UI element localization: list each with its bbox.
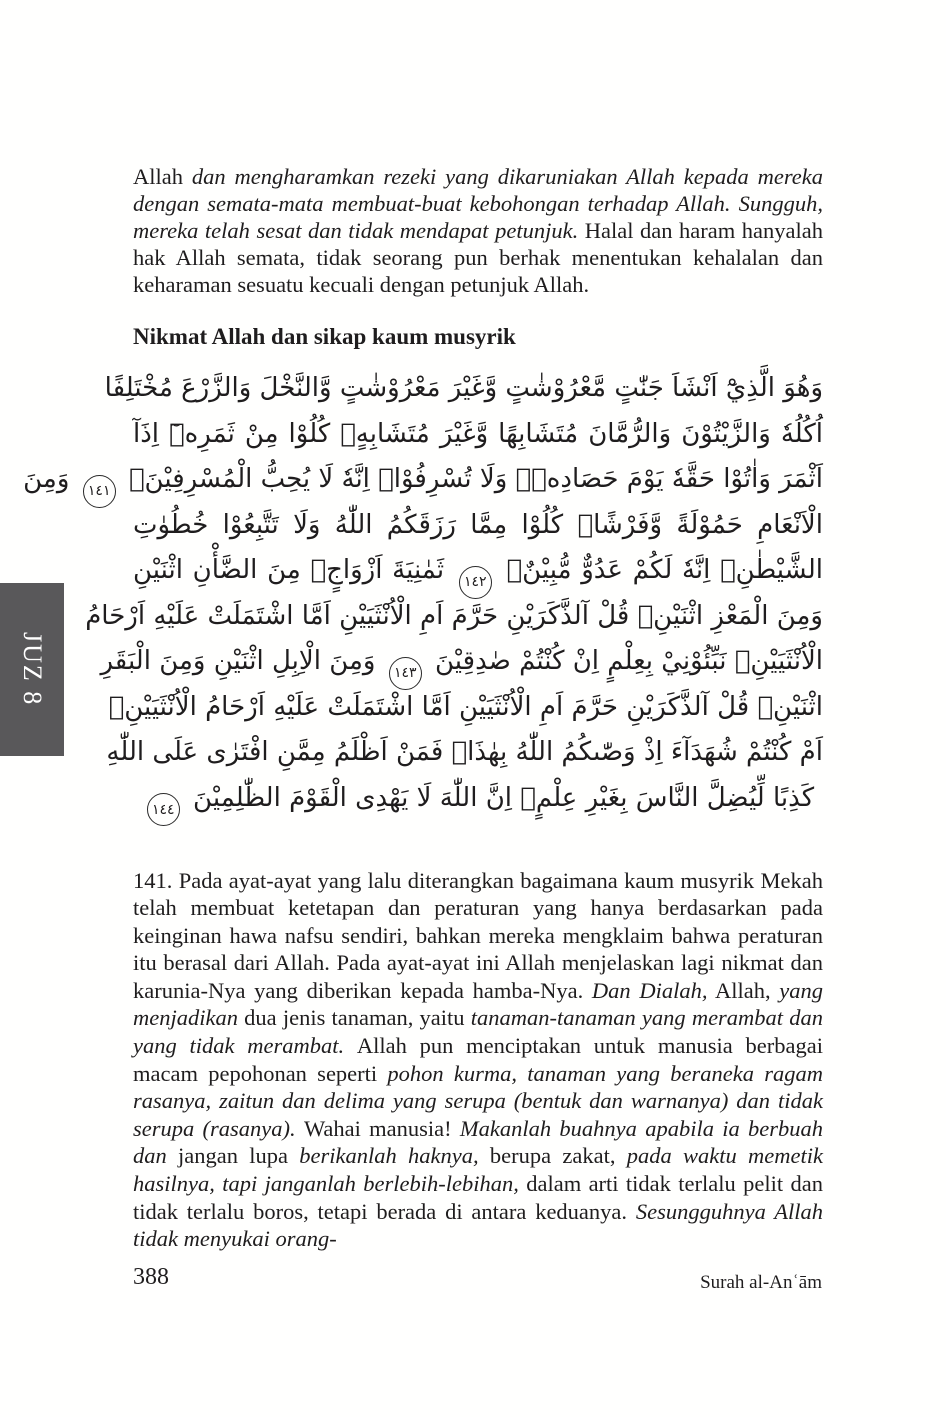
text-segment: Allah pun menciptakan untuk manusia berbagai macam pepohonan seperti xyxy=(133,1033,824,1086)
text-segment: jangan lupa xyxy=(178,1143,300,1169)
ayah-number-marker: ١٤٢ xyxy=(459,566,492,599)
surah-title: Surah al-Anʿām xyxy=(700,1272,822,1293)
juz-tab xyxy=(0,583,64,756)
arabic-line: اُكُلُهٗ وَالزَّيْتُوْنَ وَالرُّمَّانَ مُتَشَابِهًا وَّغَيْرَ مُتَشَابِهٍۗ كُلُوْا مِنْ ثَمَرِهٖٓ اِذَآ xyxy=(133,418,823,449)
arabic-line: اثْنَيْنِۗ قُلْ آلذَّكَرَيْنِ حَرَّمَ اَمِ الْاُنْثَيَيْنِ اَمَّا اشْتَمَلَتْ عَلَيْهِ اَرْحَامُ الْاُنْثَيَيْنِۗ xyxy=(108,691,823,722)
ayah-number-marker: ١٤١ xyxy=(83,475,116,508)
ayah-number-marker: ١٤٤ xyxy=(147,793,180,826)
text-segment: dan mengharamkan rezeki yang dikaruniakan Allah kepada mereka dengan semata-mata membuat-buat kebohongan terhadap Allah. Sungguh, mereka telah sesat dan tidak mendapat petunjuk. xyxy=(133,163,823,243)
ayah-number-marker: ١٤٣ xyxy=(389,657,422,690)
section-heading: Nikmat Allah dan sikap kaum musyrik xyxy=(133,324,516,349)
arabic-line: كَذِبًا لِّيُضِلَّ النَّاسَ بِغَيْرِ عِلْمٍۗ اِنَّ اللّٰهَ لَا يَهْدِى الْقَوْمَ الظّٰلِمِيْنَ ١٤٤ xyxy=(133,776,823,822)
text-segment: Makanlah buahnya apabila ia berbuah dan xyxy=(133,1115,824,1169)
text-segment: dua jenis tanaman, yaitu xyxy=(244,1005,471,1031)
text-segment: pada waktu memetik hasilnya, tapi janganlah berlebih-lebihan, xyxy=(133,1143,823,1197)
arabic-line: وَهُوَ الَّذِيْٓ اَنْشَاَ جَنّٰتٍ مَّعْرُوْشٰتٍ وَّغَيْرَ مَعْرُوْشٰتٍ وَّالنَّخْلَ وَالزَّرْعَ مُخْتَلِفًا xyxy=(104,373,823,403)
text-segment: Wahai manusia! xyxy=(303,1115,460,1141)
tafsir-paragraph xyxy=(133,867,823,1253)
arabic-line: وَمِنَ الْمَعْزِ اثْنَيْنِۗ قُلْ آلذَّكَرَيْنِ حَرَّمَ اَمِ الْاُنْثَيَيْنِ اَمَّا اشْتَمَلَتْ عَلَيْهِ اَرْحَامُ xyxy=(85,600,823,631)
juz-tab-label: JUZ 8 xyxy=(18,632,47,707)
arabic-line: الْاَنْعَامِ حَمُوْلَةً وَّفَرْشًاۗ كُلُوْا مِمَّا رَزَقَكُمُ اللّٰهُ وَلَا تَتَّبِعُوْا خُطُوٰتِ xyxy=(133,509,823,540)
arabic-line: الشَّيْطٰنِۗ اِنَّهٗ لَكُمْ عَدُوٌّ مُّبِيْنٌۙ ١٤٢ ثَمٰنِيَةَ اَزْوَاجٍۚ مِنَ الضَّأْنِ اثْنَيْنِ xyxy=(133,548,823,594)
arabic-line: اَثْمَرَ وَاٰتُوْا حَقَّهٗ يَوْمَ حَصَادِهٖۖ وَلَا تُسْرِفُوْاۗ اِنَّهٗ لَا يُحِبُّ الْمُسْرِفِيْنَۙ ١٤١ وَمِنَ xyxy=(133,457,823,503)
text-segment: yang menjadikan xyxy=(133,977,824,1031)
text-segment: dalam arti tidak terlalu pelit dan tidak terlalu boros, tetapi berada di antara keduanya. xyxy=(133,1171,823,1224)
text-segment: 141. Pada ayat-ayat yang lalu diterangkan bagaimana kaum musyrik Mekah telah membuat ketetapan dan peraturan yang hanya berdasarkan pada keinginan hawa nafsu sendiri, bahkan mereka mengklaim bahwa peraturan itu berasal dari Allah. Pada ayat-ayat ini Allah menjelaskan lagi nikmat dan karunia-Nya yang diberikan kepada hamba-Nya. xyxy=(133,867,823,1003)
text-segment: pohon kurma, tanaman yang beraneka ragam rasanya, zaitun dan delima yang serupa (bentuk dan warnanya) dan tidak serupa (rasanya). xyxy=(133,1060,823,1141)
text-segment: berikanlah haknya, xyxy=(299,1143,490,1169)
arabic-line: الْاُنْثَيَيْنِۗ نَبِّئُوْنِيْ بِعِلْمٍ اِنْ كُنْتُمْ صٰدِقِيْنَ ١٤٣ وَمِنَ الْاِبِلِ اثْنَيْنِ وَمِنَ الْبَقَرِ xyxy=(133,639,823,685)
intro-paragraph xyxy=(133,163,823,299)
text-segment: Halal dan haram hanyalah hak Allah semata, tidak seorang pun berhak menentukan kehalalan dan keharaman sesuatu kecuali dengan petunjuk Allah. xyxy=(133,217,823,298)
text-segment: Sesungguhnya Allah tidak menyukai orang- xyxy=(133,1198,823,1252)
text-segment: Allah, xyxy=(707,977,780,1003)
text-segment: berupa zakat, xyxy=(489,1143,627,1169)
text-segment: tanaman-tanaman yang merambat dan yang tidak merambat. xyxy=(133,1005,823,1059)
text-segment: Allah xyxy=(133,163,192,189)
text-segment: Dan Dialah, xyxy=(591,977,708,1003)
arabic-line: اَمْ كُنْتُمْ شُهَدَآءَ اِذْ وَصّٰىكُمُ اللّٰهُ بِهٰذَاۚ فَمَنْ اَظْلَمُ مِمَّنِ افْتَرٰى عَلَى اللّٰهِ xyxy=(106,737,823,767)
page-number: 388 xyxy=(133,1264,169,1290)
